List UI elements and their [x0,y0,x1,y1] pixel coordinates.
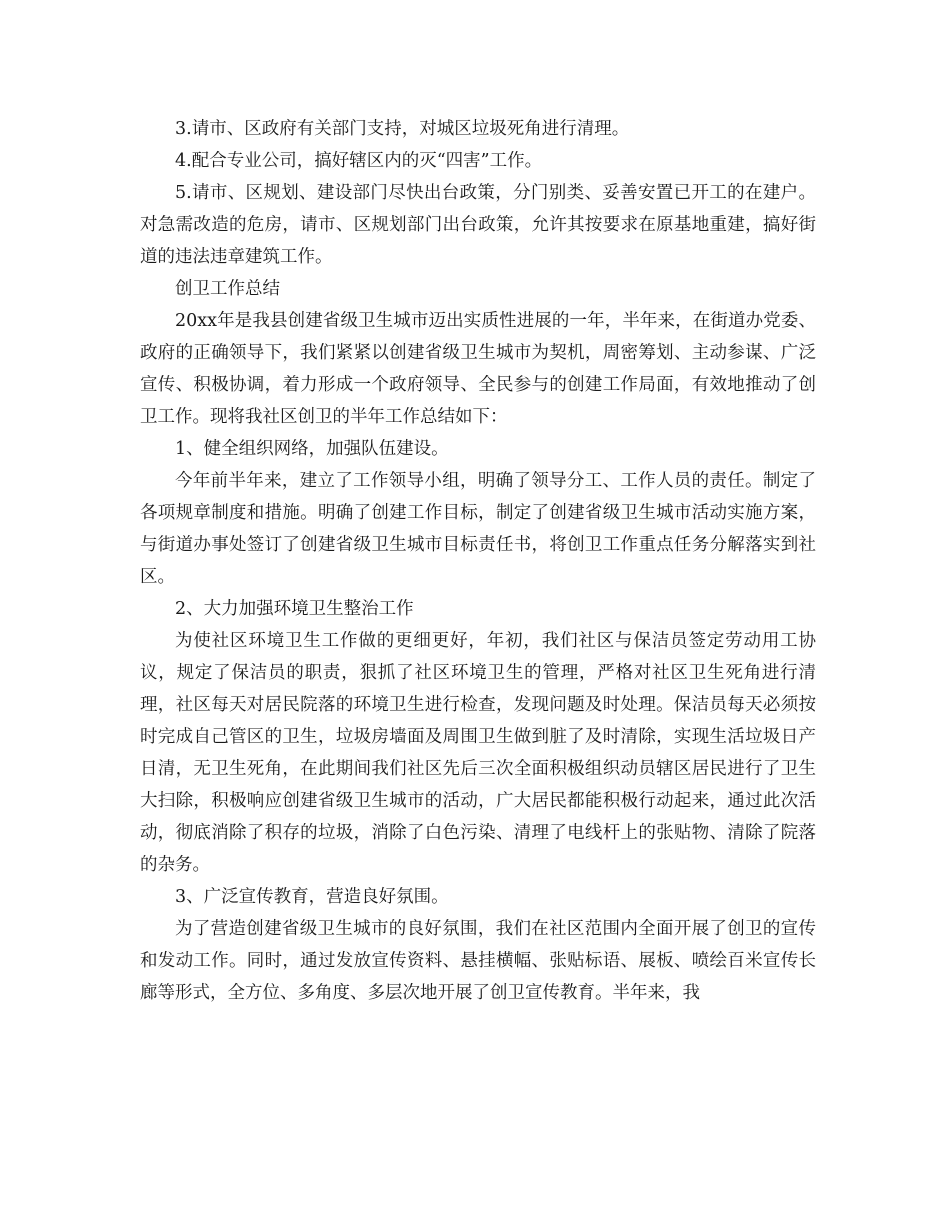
subheading-environment: 2、大力加强环境卫生整治工作 [175,599,414,619]
section-title: 创卫工作总结 [175,279,280,299]
document-body [140,113,816,1009]
paragraph-item-4: 4.配合专业公司，搞好辖区内的灭“四害”工作。 [175,151,543,171]
paragraph-item-3: 3.请市、区政府有关部门支持，对城区垃圾死角进行清理。 [175,119,630,139]
summary-intro-paragraph: 20xx年是我县创建省级卫生城市迈出实质性进展的一年，半年来，在街道办党委、政府的正确领导下，我们紧紧以创建省级卫生城市为契机，周密筹划、主动参谋、广泛宣传、积极协调，着力形成一个政府领导、全民参与的创建工作局面，有效地推动了创卫工作。现将我社区创卫的半年工作总结如下： [140,311,816,427]
subheading-organization: 1、健全组织网络，加强队伍建设。 [175,439,449,459]
publicity-paragraph: 为了营造创建省级卫生城市的良好氛围，我们在社区范围内全面开展了创卫的宣传和发动工作。同时，通过发放宣传资料、悬挂横幅、张贴标语、展板、喷绘百米宣传长廊等形式，全方位、多角度、多层次地开展了创卫宣传教育。半年来，我 [140,919,816,1003]
organization-paragraph: 今年前半年来，建立了工作领导小组，明确了领导分工、工作人员的责任。制定了各项规章制度和措施。明确了创建工作目标，制定了创建省级卫生城市活动实施方案，与街道办事处签订了创建省级卫生城市目标责任书，将创卫工作重点任务分解落实到社区。 [140,471,816,587]
environment-paragraph: 为使社区环境卫生工作做的更细更好，年初，我们社区与保洁员签定劳动用工协议，规定了保洁员的职责，狠抓了社区环境卫生的管理，严格对社区卫生死角进行清理，社区每天对居民院落的环境卫生进行检查，发现问题及时处理。保洁员每天必须按时完成自己管区的卫生，垃圾房墙面及周围卫生做到脏了及时清除，实现生活垃圾日产日清，无卫生死角，在此期间我们社区先后三次全面积极组织动员辖区居民进行了卫生大扫除，积极响应创建省级卫生城市的活动，广大居民都能积极行动起来，通过此次活动，彻底消除了积存的垃圾，消除了白色污染、清理了电线杆上的张贴物、清除了院落的杂务。 [140,631,816,875]
paragraph-item-5: 5.请市、区规划、建设部门尽快出台政策，分门别类、妥善安置已开工的在建户。对急需改造的危房，请市、区规划部门出台政策，允许其按要求在原基地重建，搞好街道的违法违章建筑工作。 [140,183,816,267]
subheading-publicity: 3、广泛宣传教育，营造良好氛围。 [175,887,449,907]
